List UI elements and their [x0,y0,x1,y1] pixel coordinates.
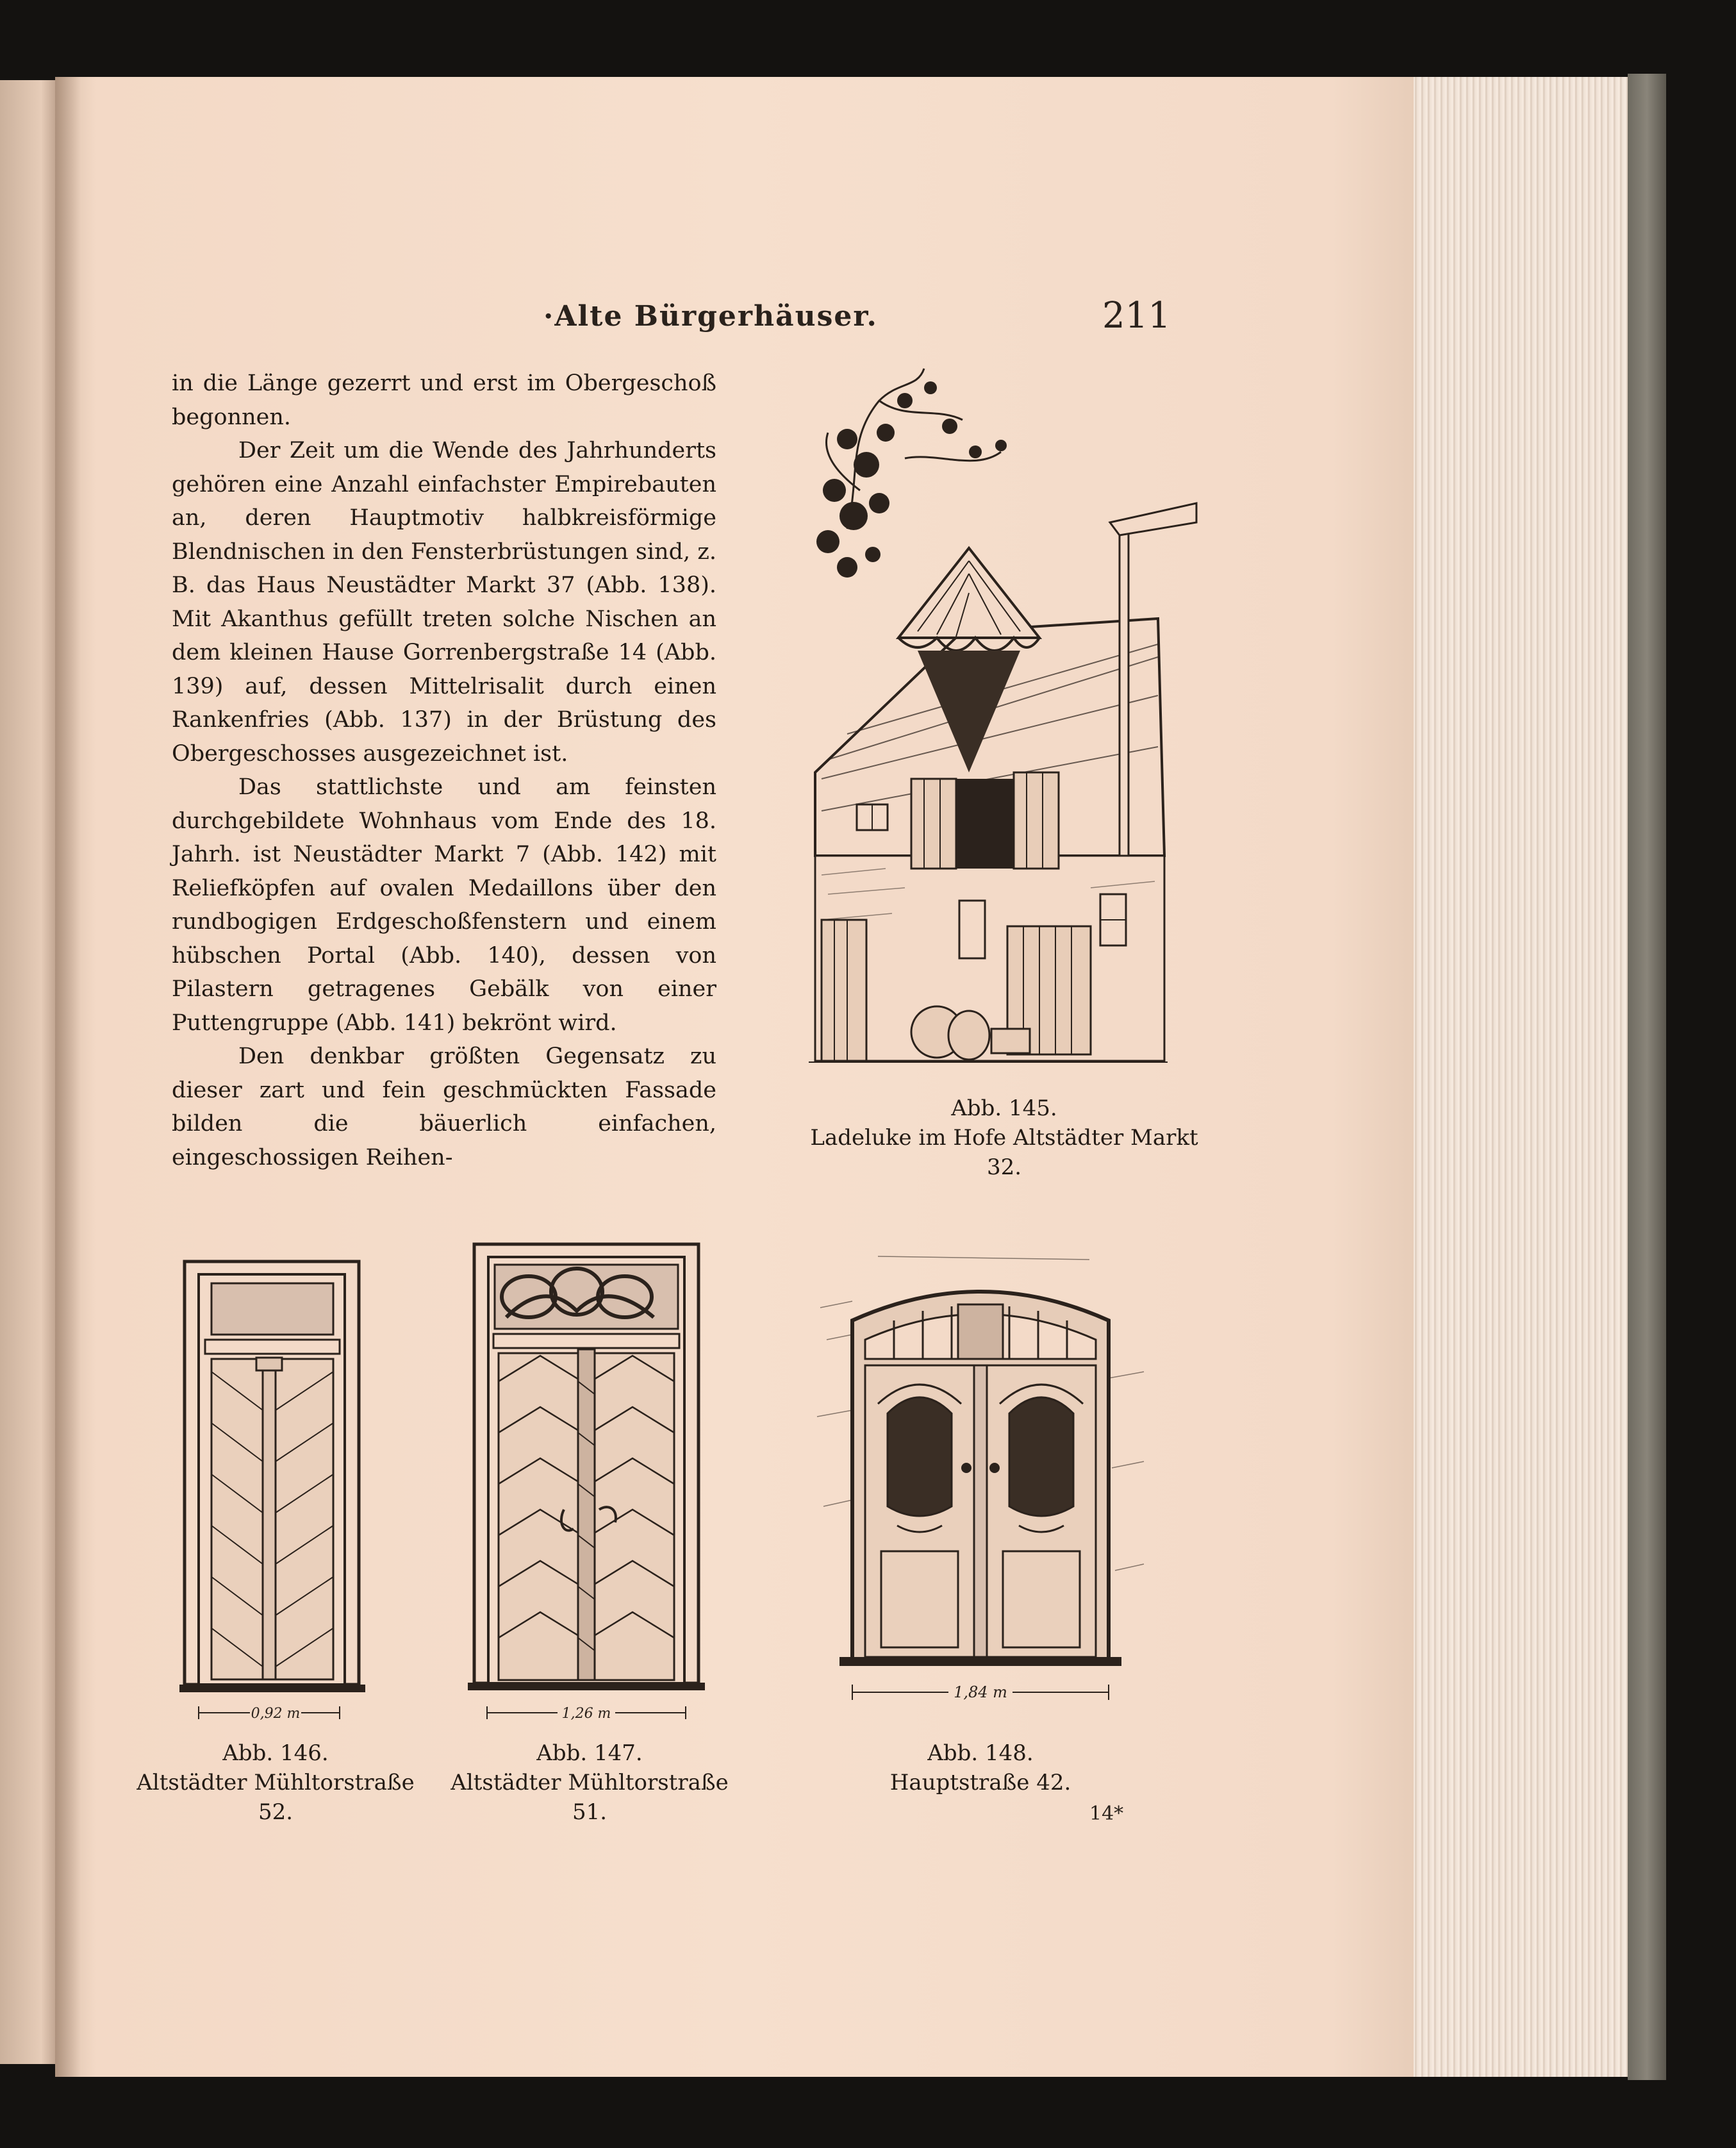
figure-145-illustration [809,362,1200,1074]
door-leaf-right [276,1359,333,1679]
figure-145-caption [809,1094,1200,1182]
glass-panel-right [1009,1397,1073,1516]
door-leaf-right [591,1353,674,1680]
door-leaf-left [211,1359,263,1679]
loading-hatch [956,779,1014,869]
page-stack [1403,77,1648,2077]
figure-148-title: Hauptstraße 42. [889,1770,1071,1795]
figure-146-illustration [179,1256,372,1728]
figure-148-number: Abb. 148. [927,1740,1034,1766]
figure-145-number: Abb. 145. [951,1095,1057,1121]
figure-147-number: Abb. 147. [536,1740,643,1766]
shutter-right [1014,772,1059,869]
figure-148-caption [833,1738,1128,1797]
door-leaf-left [499,1353,582,1680]
figure-146-number: Abb. 146. [222,1740,329,1766]
book-cover [1628,74,1666,2080]
shutter-left [911,779,956,869]
paragraph-4: Den denkbar größten Gegensatz zu dieser zart und fein geschmückten Fassade bilden die bäuerlich einfachen, eingeschossigen Reihen- [172,1044,716,1170]
figure-147-scale: 1,26 m [561,1706,611,1722]
figure-148-scale: 1,84 m [954,1683,1007,1701]
body-text [172,367,716,1174]
figure-147-caption [449,1738,731,1827]
door-knob [961,1463,971,1473]
running-title: ·Alte Bürgerhäuser. [543,300,878,333]
signature-mark: 14* [1089,1802,1124,1825]
paragraph-2: Der Zeit um die Wende des Jahrhunderts gehören eine Anzahl einfachster Empirebauten an, deren Hauptmotiv halbkreisförmige Blendnischen in den Fensterbrüstungen sind, z. B. das Haus Neustädter Markt 37 (Abb. 138). Mit Akanthus gefüllt treten solche Nischen an dem kleinen Hause Gorrenbergstraße 14 (Abb. 139) auf, dessen Mittelrisalit durch einen Rankenfries (Abb. 137) in der Brüstung des Obergeschosses ausgezeichnet ist. [172,438,716,767]
transom-window [211,1283,333,1335]
gutter-shadow [55,77,81,2077]
left-door [822,920,866,1061]
figure-145-title: Ladeluke im Hofe Altstädter Markt 32. [810,1125,1198,1180]
figure-146-caption [135,1738,417,1827]
figure-147-illustration [468,1240,705,1728]
paragraph-1: in die Länge gezerrt und erst im Obergeschoß begonnen. [172,370,716,430]
page-number: 211 [1102,295,1171,337]
glass-panel-left [888,1397,952,1516]
figure-146-title: Altstädter Mühltorstraße 52. [136,1770,415,1825]
figure-147-title: Altstädter Mühltorstraße 51. [451,1770,729,1825]
carved-pilaster [578,1349,595,1680]
paragraph-3: Das stattlichste und am feinsten durchgebildete Wohnhaus vom Ende des 18. Jahrh. ist Neustädter Markt 7 (Abb. 142) mit Reliefköpfen auf ovalen Medaillons über den rundbogigen Erdgeschoßfenstern und einem hübschen Portal (Abb. 140), dessen von Pilastern getragenes Gebälk von einer Puttengruppe (Abb. 141) bekrönt wird. [172,774,716,1036]
pilaster [263,1359,276,1679]
left-page-edge [0,80,59,2064]
figure-146-scale: 0,92 m [251,1706,301,1722]
figure-148-illustration [814,1250,1147,1711]
